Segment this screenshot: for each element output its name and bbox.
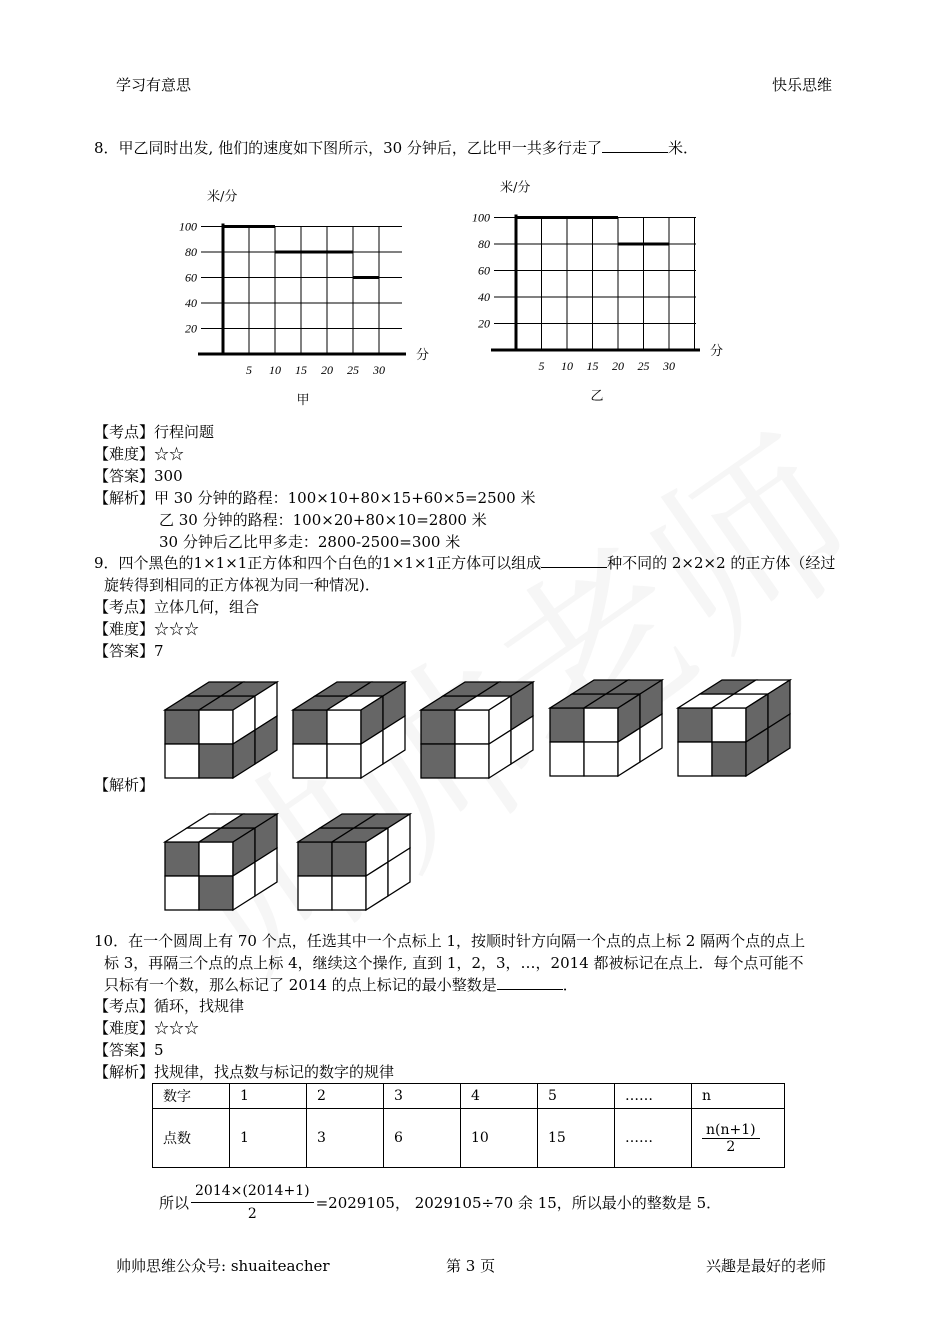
chart-caption: 甲 — [296, 393, 310, 408]
q10-text-3a: 只标有一个数，那么标记了 2014 的点上标记的最小整数是 — [104, 976, 497, 994]
fraction-denominator: 2 — [726, 1138, 736, 1155]
q8-jiexi-1: 【解析】甲 30 分钟的路程：100×10+80×15+60×5=2500 米 — [94, 489, 536, 507]
q9-daan: 【答案】7 — [94, 642, 164, 660]
q9-text-1 — [94, 552, 835, 574]
answer-blank — [541, 553, 607, 568]
q9-text-2: 旋转得到相同的正方体视为同一种情况)． — [104, 576, 380, 594]
fraction — [191, 1180, 314, 1225]
answer-blank — [497, 975, 563, 990]
q10-conclusion — [159, 1180, 721, 1225]
table-cell: 3 — [384, 1084, 461, 1109]
footer-page: 第 3 页 — [446, 1257, 496, 1275]
cube-solution — [678, 680, 790, 776]
x-tick-label: 10 — [561, 359, 573, 373]
q8-text-a: 8．甲乙同时出发, 他们的速度如下图所示，30 分钟后，乙比甲一共多行走了 — [94, 139, 602, 157]
x-tick-label: 25 — [347, 363, 359, 377]
chart-jia — [170, 168, 440, 408]
q10-jiexi: 【解析】找规律，找点数与标记的数字的规律 — [94, 1063, 395, 1081]
table-cell: 数字 — [153, 1084, 230, 1109]
q9-text-1b: 种不同的 2×2×2 的正方体（经过 — [607, 554, 836, 572]
x-tick-label: 5 — [246, 363, 252, 377]
table-cell: 1 — [230, 1084, 307, 1109]
table-cell: …… — [615, 1084, 692, 1109]
fraction-numerator: 2014×(2014+1) — [191, 1180, 314, 1203]
table-cell: 15 — [538, 1109, 615, 1168]
x-tick-label: 20 — [612, 359, 624, 373]
cube-solution — [421, 682, 533, 778]
table-cell: 3 — [307, 1109, 384, 1168]
x-tick-label: 25 — [637, 359, 650, 373]
y-axis-label: 米/分 — [500, 180, 531, 196]
table-cell: 4 — [461, 1084, 538, 1109]
q10-text-2: 标 3，再隔三个点的点上标 4，继续这个操作, 直到 1，2，3，…，2014 都被标记在点上．每个点可能不 — [104, 954, 804, 972]
y-tick-label: 100 — [179, 219, 197, 234]
q8-jiexi-3: 30 分钟后乙比甲多走：2800-2500=300 米 — [159, 533, 461, 551]
x-tick-label: 5 — [538, 359, 545, 373]
q10-kaodian: 【考点】循环，找规律 — [94, 997, 245, 1015]
header-right: 快乐思维 — [772, 76, 833, 94]
cube-solution — [293, 682, 405, 778]
footer-right: 兴趣是最好的老师 — [706, 1257, 827, 1275]
cube-solution — [298, 814, 410, 910]
x-axis-label: 分 — [416, 348, 430, 363]
q10-text-3b: ． — [562, 976, 578, 994]
cube-solution — [550, 680, 662, 776]
x-tick-label: 15 — [295, 363, 307, 377]
pattern-table — [152, 1083, 785, 1168]
x-tick-label: 10 — [269, 363, 281, 377]
y-axis-label: 米/分 — [207, 189, 238, 205]
q8-text — [94, 137, 698, 159]
fraction-denominator: 2 — [247, 1206, 257, 1222]
table-cell: 1 — [230, 1109, 307, 1168]
q8-daan: 【答案】300 — [94, 467, 183, 485]
q8-text-b: 米． — [667, 139, 698, 157]
table-cell: 点数 — [153, 1109, 230, 1168]
y-tick-label: 60 — [478, 263, 490, 278]
cube-solution — [165, 814, 277, 910]
fraction-numerator: n(n+1) — [702, 1122, 760, 1139]
y-tick-label: 60 — [185, 270, 197, 285]
table-cell: n — [692, 1084, 785, 1109]
cube-solutions-figure — [155, 660, 805, 930]
q9-nandu: 【难度】☆☆☆ — [94, 620, 200, 638]
table-cell: …… — [615, 1109, 692, 1168]
q9-text-1a: 9．四个黑色的1×1×1正方体和四个白色的1×1×1正方体可以组成 — [94, 554, 542, 572]
q10-text-3 — [104, 974, 578, 996]
table-row — [153, 1109, 785, 1168]
q10-nandu: 【难度】☆☆☆ — [94, 1019, 200, 1037]
q8-jiexi-2: 乙 30 分钟的路程：100×20+80×10=2800 米 — [159, 511, 487, 529]
y-tick-label: 40 — [185, 296, 197, 310]
y-tick-label: 20 — [185, 321, 197, 336]
q9-kaodian: 【考点】立体几何，组合 — [94, 598, 260, 616]
y-tick-label: 100 — [472, 210, 490, 225]
q10-daan: 【答案】5 — [94, 1041, 164, 1059]
x-tick-label: 20 — [321, 363, 333, 377]
q10-text-1: 10．在一个圆周上有 70 个点，任选其中一个点标上 1，按顺时针方向隔一个点的点上标 2 隔两个点的点上 — [94, 932, 806, 950]
table-cell: 5 — [538, 1084, 615, 1109]
footer-left: 帅帅思维公众号: shuaiteacher — [116, 1257, 330, 1275]
x-axis-label: 分 — [710, 344, 724, 359]
q8-kaodian: 【考点】行程问题 — [94, 423, 215, 441]
chart-caption: 乙 — [590, 389, 604, 404]
cube-solution — [165, 682, 277, 778]
conclusion-prefix: 所以 — [159, 1193, 190, 1212]
header-left: 学习有意思 — [116, 76, 192, 94]
table-row — [153, 1084, 785, 1109]
x-tick-label: 15 — [586, 359, 599, 373]
table-cell: 10 — [461, 1109, 538, 1168]
table-cell — [692, 1109, 785, 1168]
x-tick-label: 30 — [663, 359, 675, 373]
q8-nandu: 【难度】☆☆ — [94, 445, 185, 463]
y-tick-label: 80 — [185, 245, 197, 259]
q9-jiexi: 【解析】 — [94, 776, 155, 794]
table-cell: 2 — [307, 1084, 384, 1109]
y-tick-label: 80 — [478, 237, 490, 251]
y-tick-label: 20 — [478, 316, 490, 331]
x-tick-label: 30 — [373, 363, 385, 377]
conclusion-suffix: =2029105， 2029105÷70 余 15，所以最小的整数是 5． — [315, 1193, 722, 1212]
answer-blank — [602, 138, 668, 153]
table-cell: 6 — [384, 1109, 461, 1168]
fraction — [702, 1122, 760, 1155]
y-tick-label: 40 — [478, 290, 490, 304]
chart-yi — [462, 165, 732, 410]
